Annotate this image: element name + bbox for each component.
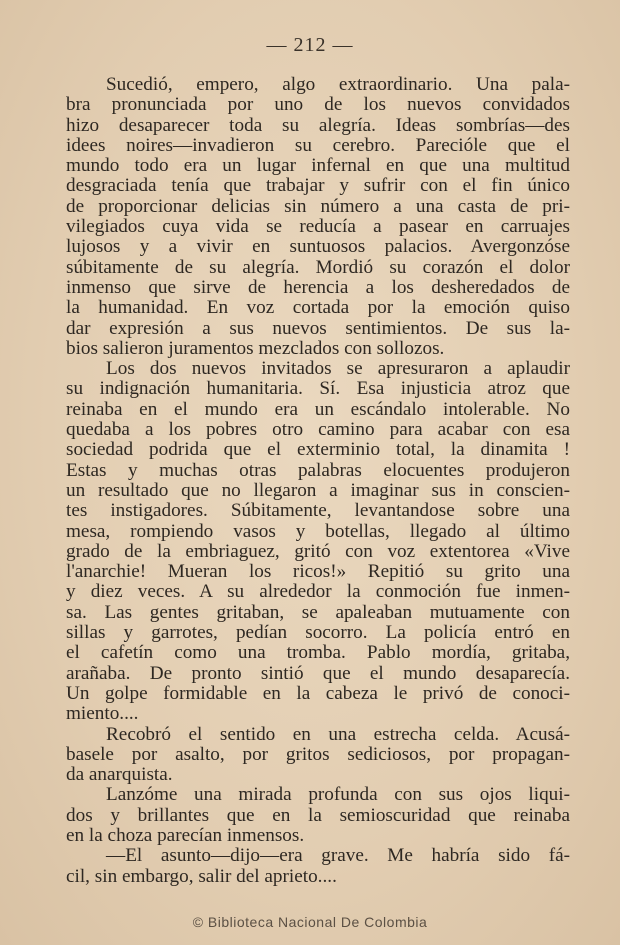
text-line: el cafetín como una tromba. Pablo mordía, gritaba,: [66, 642, 570, 664]
copyright-footer: © Biblioteca Nacional De Colombia: [192, 914, 428, 930]
text-line: lujosos y a vivir en suntuosos palacios. Avergonzóse: [66, 236, 570, 258]
text-line: Estas y muchas otras palabras elocuentes produjeron: [66, 459, 570, 481]
text-line: grado de la embriaguez, gritó con voz extentorea «Vive: [66, 540, 570, 562]
text-line: desgraciada tenía que trabajar y sufrir con el fin único: [66, 175, 570, 197]
text-line: mesa, rompiendo vasos y botellas, llegado al último: [66, 520, 570, 542]
text-line: reinaba en el mundo era un escándalo intolerable. No: [66, 398, 570, 420]
text-line: hizo desaparecer toda su alegría. Ideas sombrías—des: [66, 114, 570, 136]
text-line: mundo todo era un lugar infernal en que una multitud: [66, 155, 570, 177]
text-line: —El asunto—dijo—era grave. Me habría sido fá-: [106, 845, 570, 867]
text-line: idees noires—invadieron su cerebro. Parecióle que el: [66, 134, 570, 156]
text-line: en la choza parecían inmensos.: [66, 824, 305, 846]
page-number: — 212 —: [266, 34, 354, 56]
body-text: [66, 75, 570, 887]
text-line: Un golpe formidable en la cabeza le privó de conoci-: [66, 682, 570, 704]
text-line: su indignación humanitaria. Sí. Esa injusticia atroz que: [66, 378, 570, 400]
text-line: quedaba a los pobres otro camino para acabar con esa: [66, 419, 570, 441]
text-line: da anarquista.: [66, 764, 173, 786]
text-line: súbitamente de su alegría. Mordió su corazón el dolor: [66, 256, 570, 278]
text-line: l'anarchie! Mueran los ricos!» Repitió su grito una: [66, 561, 570, 583]
text-line: dos y brillantes que en la semioscuridad que reinaba: [66, 804, 570, 826]
text-line: miento....: [66, 703, 139, 725]
text-line: dar expresión a sus nuevos sentimientos. De sus la-: [66, 317, 570, 339]
text-line: bios salieron juramentos mezclados con sollozos.: [66, 337, 445, 359]
text-line: bra pronunciada por uno de los nuevos convidados: [66, 94, 570, 116]
text-line: sa. Las gentes gritaban, se apaleaban mutuamente con: [66, 601, 570, 623]
text-line: sociedad podrida que el exterminio total, la dinamita !: [66, 439, 570, 461]
text-line: Sucedió, empero, algo extraordinario. Una pala-: [106, 74, 570, 95]
text-line: Recobró el sentido en una estrecha celda. Acusá-: [106, 723, 570, 745]
text-line: inmenso que sirve de herencia a los desheredados de: [66, 276, 570, 298]
text-line: Lanzóme una mirada profunda con sus ojos liqui-: [106, 784, 570, 806]
text-line: sillas y garrotes, pedían socorro. La policía entró en: [66, 622, 570, 644]
text-line: y diez veces. A su alrededor la conmoción fue inmen-: [66, 581, 570, 603]
text-line: cil, sin embargo, salir del aprieto....: [66, 865, 337, 887]
text-line: Los dos nuevos invitados se apresuraron a aplaudir: [106, 358, 570, 380]
text-line: un resultado que no llegaron a imaginar sus in conscien-: [66, 479, 570, 501]
text-line: la humanidad. En voz cortada por la emoción quiso: [66, 297, 570, 319]
text-line: basele por asalto, por gritos sediciosos, por propagan-: [66, 743, 570, 765]
text-line: de proporcionar delicias sin número a una casta de pri-: [66, 195, 570, 217]
text-line: vilegiados cuya vida se reducía a pasear en carruajes: [66, 216, 570, 238]
text-line: arañaba. De pronto sintió que el mundo desaparecía.: [66, 662, 570, 684]
text-line: tes instigadores. Súbitamente, levantandose sobre una: [66, 500, 570, 522]
